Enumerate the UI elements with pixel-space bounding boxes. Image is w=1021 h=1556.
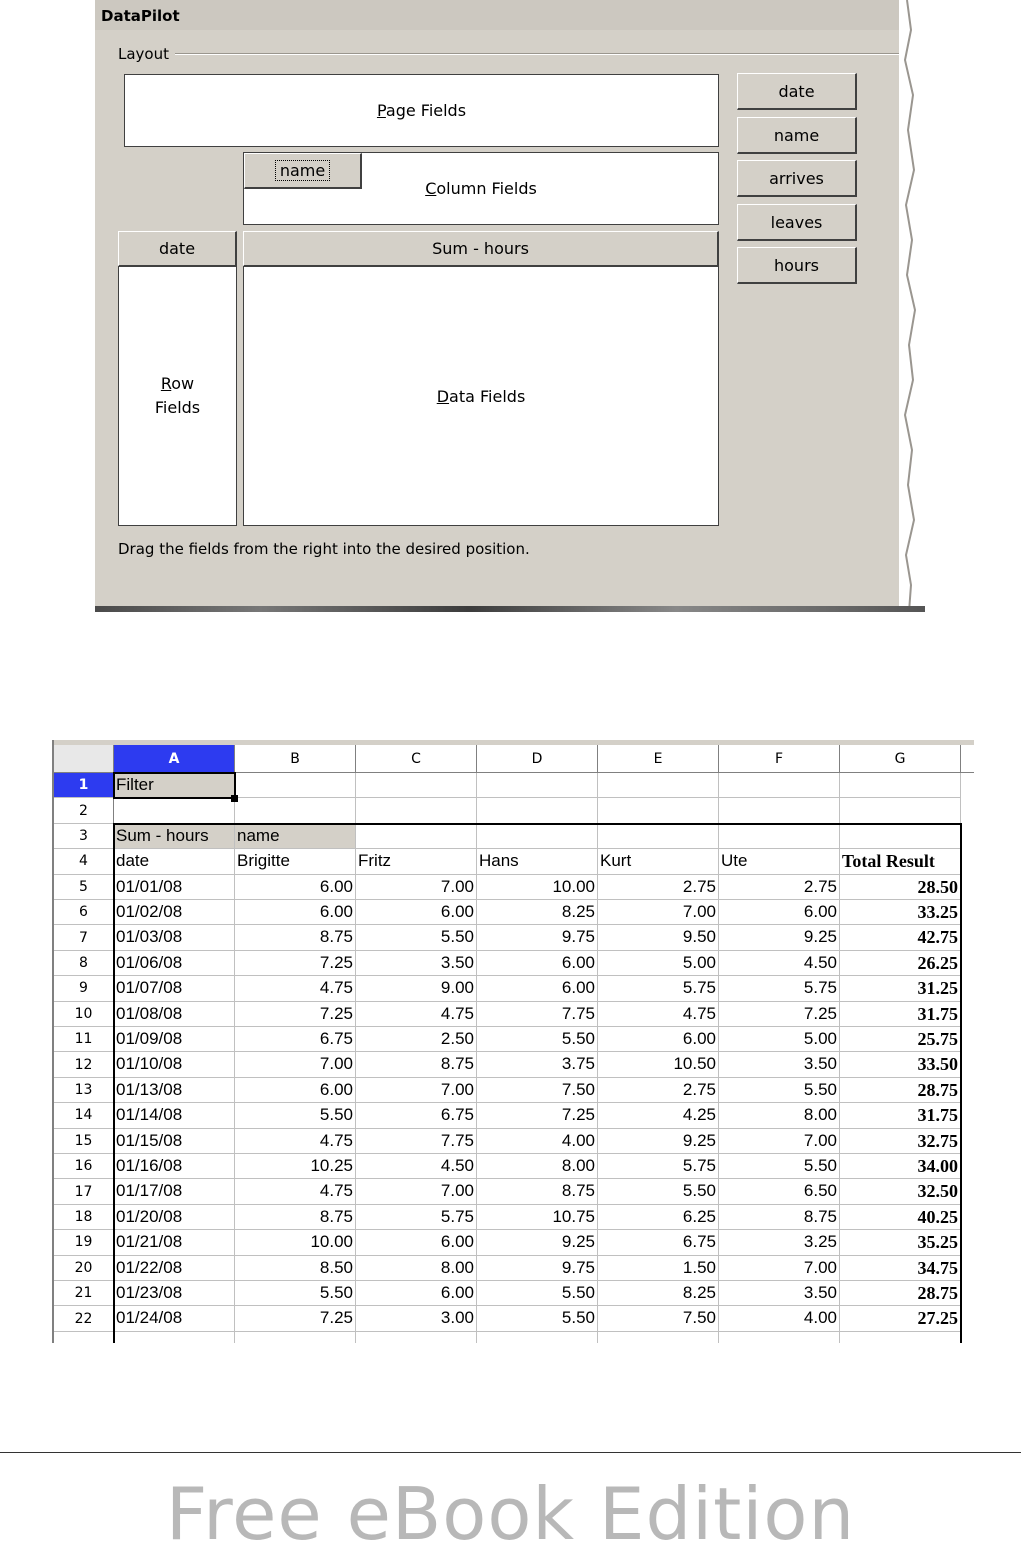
hours-cell[interactable]: 5.50 (356, 925, 477, 950)
row-field-date-button[interactable] (118, 231, 237, 267)
hours-cell[interactable]: 10.00 (235, 1230, 356, 1255)
hours-cell[interactable]: 9.75 (477, 1256, 598, 1281)
cell[interactable] (477, 1332, 598, 1343)
column-field-cell[interactable]: name (235, 824, 356, 849)
dialog-title: DataPilot (101, 7, 180, 25)
field-button-arrives[interactable] (737, 160, 857, 197)
cell[interactable] (235, 1332, 356, 1343)
row-header[interactable]: 13 (54, 1078, 114, 1103)
hours-cell[interactable]: 6.00 (235, 1078, 356, 1103)
column-field-name-button[interactable] (244, 153, 362, 189)
row-header[interactable]: 10 (54, 1002, 114, 1027)
date-cell[interactable]: 01/13/08 (114, 1078, 235, 1103)
total-cell[interactable]: 26.25 (840, 951, 961, 976)
cell[interactable] (114, 1332, 235, 1343)
hours-cell[interactable]: 6.50 (719, 1179, 840, 1204)
hours-cell[interactable]: 4.00 (719, 1306, 840, 1331)
cell[interactable] (840, 824, 961, 849)
total-cell[interactable]: 34.00 (840, 1154, 961, 1179)
page-fields-label: Page Fields (376, 101, 467, 120)
hours-cell[interactable]: 5.75 (598, 976, 719, 1001)
name-header-cell[interactable]: Brigitte (235, 849, 356, 874)
total-cell[interactable]: 32.50 (840, 1179, 961, 1204)
hours-cell[interactable]: 6.00 (598, 1027, 719, 1052)
total-cell[interactable]: 31.25 (840, 976, 961, 1001)
data-field-cell[interactable]: Sum - hours (114, 824, 235, 849)
field-button-hours-label: hours (774, 255, 819, 275)
hours-cell[interactable]: 3.50 (719, 1052, 840, 1077)
column-header-b[interactable]: B (235, 745, 356, 773)
layout-label: Layout (118, 45, 175, 63)
hours-cell[interactable]: 4.75 (235, 1129, 356, 1154)
date-cell[interactable]: 01/23/08 (114, 1281, 235, 1306)
field-button-date[interactable] (737, 73, 857, 110)
filter-cell[interactable]: Filter (114, 773, 235, 798)
hours-cell[interactable]: 7.00 (356, 1078, 477, 1103)
data-field-sum-hours-button[interactable] (243, 231, 719, 267)
cell[interactable] (719, 1332, 840, 1343)
cell[interactable] (598, 824, 719, 849)
cell[interactable] (356, 773, 477, 798)
hours-cell[interactable]: 2.75 (598, 1078, 719, 1103)
hours-cell[interactable]: 6.75 (598, 1230, 719, 1255)
row-header[interactable]: 4 (54, 849, 114, 874)
row-header[interactable]: 6 (54, 900, 114, 925)
hours-cell[interactable]: 5.50 (477, 1306, 598, 1331)
date-cell[interactable]: 01/24/08 (114, 1306, 235, 1331)
hours-cell[interactable]: 6.00 (356, 900, 477, 925)
cell[interactable] (598, 773, 719, 798)
hours-cell[interactable]: 4.75 (235, 1179, 356, 1204)
cell[interactable] (840, 773, 961, 798)
field-button-name[interactable] (737, 117, 857, 154)
row-header[interactable]: 18 (54, 1205, 114, 1230)
hours-cell[interactable]: 7.25 (477, 1103, 598, 1128)
row-header[interactable]: 21 (54, 1281, 114, 1306)
data-fields-label: Data Fields (436, 386, 526, 406)
hours-cell[interactable]: 5.75 (719, 976, 840, 1001)
date-cell[interactable]: 01/16/08 (114, 1154, 235, 1179)
hours-cell[interactable]: 10.00 (477, 875, 598, 900)
column-header-g[interactable]: G (840, 745, 961, 773)
total-cell[interactable]: 33.25 (840, 900, 961, 925)
hours-cell[interactable]: 5.00 (719, 1027, 840, 1052)
row-header[interactable]: 16 (54, 1154, 114, 1179)
total-cell[interactable]: 34.75 (840, 1256, 961, 1281)
hours-cell[interactable]: 2.50 (356, 1027, 477, 1052)
layout-separator (118, 53, 918, 55)
name-header-cell[interactable]: Kurt (598, 849, 719, 874)
cell[interactable] (840, 798, 961, 823)
total-cell[interactable]: 28.50 (840, 875, 961, 900)
row-header[interactable]: 22 (54, 1306, 114, 1331)
field-button-leaves-label: leaves (770, 212, 823, 232)
row-header[interactable]: 8 (54, 951, 114, 976)
total-cell[interactable]: 32.75 (840, 1129, 961, 1154)
column-field-name-label: name (279, 161, 326, 180)
hours-cell[interactable]: 8.75 (719, 1205, 840, 1230)
hours-cell[interactable]: 5.50 (235, 1281, 356, 1306)
dialog-titlebar (95, 0, 925, 30)
date-cell[interactable]: 01/15/08 (114, 1129, 235, 1154)
row-header[interactable]: 20 (54, 1256, 114, 1281)
hours-cell[interactable]: 5.50 (719, 1154, 840, 1179)
hours-cell[interactable]: 9.00 (356, 976, 477, 1001)
row-fields-zone[interactable] (118, 266, 237, 526)
cell[interactable] (235, 773, 356, 798)
hours-cell[interactable]: 8.25 (598, 1281, 719, 1306)
total-cell[interactable]: 31.75 (840, 1002, 961, 1027)
date-cell[interactable]: 01/22/08 (114, 1256, 235, 1281)
hours-cell[interactable]: 2.75 (719, 875, 840, 900)
date-cell[interactable]: 01/02/08 (114, 900, 235, 925)
hours-cell[interactable]: 6.00 (477, 951, 598, 976)
column-header-c[interactable]: C (356, 745, 477, 773)
row-field-date-label: date (158, 239, 196, 258)
row-header[interactable]: 3 (54, 824, 114, 849)
hours-cell[interactable]: 3.25 (719, 1230, 840, 1255)
date-cell[interactable]: 01/10/08 (114, 1052, 235, 1077)
hours-cell[interactable]: 3.50 (356, 951, 477, 976)
row-header[interactable]: 1 (54, 773, 114, 798)
hours-cell[interactable]: 7.00 (719, 1256, 840, 1281)
footer-edition-text: Free eBook Edition (165, 1472, 856, 1556)
row-header[interactable]: 14 (54, 1103, 114, 1128)
hours-cell[interactable]: 5.50 (235, 1103, 356, 1128)
cell[interactable] (477, 773, 598, 798)
hours-cell[interactable]: 4.75 (598, 1002, 719, 1027)
column-header-e[interactable]: E (598, 745, 719, 773)
hours-cell[interactable]: 9.75 (477, 925, 598, 950)
page-fields-zone[interactable] (124, 74, 719, 147)
field-button-hours[interactable] (737, 247, 857, 284)
field-button-name-label: name (773, 125, 820, 145)
hours-cell[interactable]: 7.75 (477, 1002, 598, 1027)
select-all-corner[interactable] (54, 745, 114, 773)
hours-cell[interactable]: 9.25 (477, 1230, 598, 1255)
total-cell[interactable]: 33.50 (840, 1052, 961, 1077)
hours-cell[interactable]: 6.00 (235, 900, 356, 925)
hours-cell[interactable]: 4.25 (598, 1103, 719, 1128)
column-header-h[interactable] (961, 745, 974, 773)
hours-cell[interactable]: 7.00 (356, 1179, 477, 1204)
date-cell[interactable]: 01/06/08 (114, 951, 235, 976)
hours-cell[interactable]: 6.00 (719, 900, 840, 925)
hours-cell[interactable]: 7.00 (598, 900, 719, 925)
hours-cell[interactable]: 5.50 (598, 1179, 719, 1204)
cell[interactable] (356, 824, 477, 849)
hours-cell[interactable]: 1.50 (598, 1256, 719, 1281)
hours-cell[interactable]: 7.00 (719, 1129, 840, 1154)
hours-cell[interactable]: 5.50 (477, 1027, 598, 1052)
hours-cell[interactable]: 6.75 (356, 1103, 477, 1128)
column-fields-label: Column Fields (425, 179, 537, 198)
cell[interactable] (477, 798, 598, 823)
cell[interactable] (840, 1332, 961, 1343)
cell[interactable] (114, 798, 235, 823)
footer-rule (0, 1452, 1021, 1453)
hours-cell[interactable]: 9.25 (598, 1129, 719, 1154)
cell[interactable] (719, 798, 840, 823)
date-cell[interactable]: 01/21/08 (114, 1230, 235, 1255)
hours-cell[interactable]: 10.25 (235, 1154, 356, 1179)
row-header[interactable]: 12 (54, 1052, 114, 1077)
total-cell[interactable]: 25.75 (840, 1027, 961, 1052)
cell[interactable] (235, 798, 356, 823)
hours-cell[interactable]: 6.00 (235, 875, 356, 900)
hours-cell[interactable]: 5.50 (719, 1078, 840, 1103)
hours-cell[interactable]: 6.75 (235, 1027, 356, 1052)
cell[interactable] (719, 824, 840, 849)
total-cell[interactable]: 42.75 (840, 925, 961, 950)
row-header[interactable]: 19 (54, 1230, 114, 1255)
cell[interactable] (598, 798, 719, 823)
hours-cell[interactable]: 3.75 (477, 1052, 598, 1077)
row-fields-label-line2: Fields (154, 398, 201, 417)
column-header-d[interactable]: D (477, 745, 598, 773)
focus-outline (275, 160, 330, 181)
hours-cell[interactable]: 7.25 (235, 1306, 356, 1331)
hours-cell[interactable]: 8.50 (235, 1256, 356, 1281)
total-cell[interactable]: 27.25 (840, 1306, 961, 1331)
drag-hint: Drag the fields from the right into the desired position. (118, 540, 530, 558)
row-header[interactable] (54, 1332, 114, 1343)
date-cell[interactable]: 01/20/08 (114, 1205, 235, 1230)
hours-cell[interactable]: 8.75 (356, 1052, 477, 1077)
hours-cell[interactable]: 3.50 (719, 1281, 840, 1306)
hours-cell[interactable]: 4.00 (477, 1129, 598, 1154)
date-cell[interactable]: 01/14/08 (114, 1103, 235, 1128)
hours-cell[interactable]: 8.75 (477, 1179, 598, 1204)
column-header-a[interactable]: A (114, 745, 235, 773)
row-header[interactable]: 15 (54, 1129, 114, 1154)
date-cell[interactable]: 01/09/08 (114, 1027, 235, 1052)
hours-cell[interactable]: 7.00 (235, 1052, 356, 1077)
total-cell[interactable]: 28.75 (840, 1078, 961, 1103)
name-header-cell[interactable]: Hans (477, 849, 598, 874)
cell[interactable] (719, 773, 840, 798)
hours-cell[interactable]: 8.00 (719, 1103, 840, 1128)
hours-cell[interactable]: 8.00 (356, 1256, 477, 1281)
column-header-f[interactable]: F (719, 745, 840, 773)
hours-cell[interactable]: 9.25 (719, 925, 840, 950)
hours-cell[interactable]: 7.25 (235, 951, 356, 976)
row-header[interactable]: 7 (54, 925, 114, 950)
hours-cell[interactable]: 7.50 (477, 1078, 598, 1103)
row-field-cell[interactable]: date (114, 849, 235, 874)
hours-cell[interactable]: 4.75 (356, 1002, 477, 1027)
row-fields-label-line1: Row (160, 374, 195, 393)
data-fields-zone[interactable] (243, 266, 719, 526)
total-result-header[interactable]: Total Result (840, 849, 961, 874)
datapilot-dialog (95, 0, 925, 612)
hours-cell[interactable]: 6.00 (356, 1281, 477, 1306)
hours-cell[interactable]: 10.75 (477, 1205, 598, 1230)
row-header[interactable]: 17 (54, 1179, 114, 1204)
hours-cell[interactable]: 7.00 (356, 875, 477, 900)
hours-cell[interactable]: 7.75 (356, 1129, 477, 1154)
date-cell[interactable]: 01/07/08 (114, 976, 235, 1001)
name-header-cell[interactable]: Fritz (356, 849, 477, 874)
hours-cell[interactable]: 8.75 (235, 1205, 356, 1230)
hours-cell[interactable]: 3.00 (356, 1306, 477, 1331)
cell[interactable] (598, 1332, 719, 1343)
row-header[interactable]: 9 (54, 976, 114, 1001)
hours-cell[interactable]: 2.75 (598, 875, 719, 900)
cell[interactable] (356, 1332, 477, 1343)
field-button-arrives-label: arrives (769, 168, 824, 188)
hours-cell[interactable]: 5.75 (356, 1205, 477, 1230)
hours-cell[interactable]: 5.00 (598, 951, 719, 976)
hours-cell[interactable]: 8.75 (235, 925, 356, 950)
field-button-date-label: date (778, 81, 815, 101)
date-cell[interactable]: 01/03/08 (114, 925, 235, 950)
total-cell[interactable]: 28.75 (840, 1281, 961, 1306)
date-cell[interactable]: 01/08/08 (114, 1002, 235, 1027)
dialog-bottom-edge (95, 606, 925, 612)
date-cell[interactable]: 01/17/08 (114, 1179, 235, 1204)
fill-handle[interactable] (231, 795, 238, 802)
hours-cell[interactable]: 5.50 (477, 1281, 598, 1306)
hours-cell[interactable]: 7.25 (719, 1002, 840, 1027)
hours-cell[interactable]: 6.25 (598, 1205, 719, 1230)
cell[interactable] (477, 824, 598, 849)
hours-cell[interactable]: 8.25 (477, 900, 598, 925)
hours-cell[interactable]: 4.50 (719, 951, 840, 976)
hours-cell[interactable]: 7.25 (235, 1002, 356, 1027)
field-button-leaves[interactable] (737, 204, 857, 241)
row-header[interactable]: 11 (54, 1027, 114, 1052)
row-header[interactable]: 2 (54, 798, 114, 823)
row-header[interactable]: 5 (54, 875, 114, 900)
cell[interactable] (356, 798, 477, 823)
total-cell[interactable]: 35.25 (840, 1230, 961, 1255)
total-cell[interactable]: 31.75 (840, 1103, 961, 1128)
hours-cell[interactable]: 5.75 (598, 1154, 719, 1179)
hours-cell[interactable]: 4.50 (356, 1154, 477, 1179)
hours-cell[interactable]: 7.50 (598, 1306, 719, 1331)
hours-cell[interactable]: 4.75 (235, 976, 356, 1001)
spreadsheet (52, 740, 974, 1343)
hours-cell[interactable]: 6.00 (477, 976, 598, 1001)
torn-edge-decoration (899, 0, 925, 612)
data-field-sum-hours-label: Sum - hours (432, 239, 529, 258)
date-cell[interactable]: 01/01/08 (114, 875, 235, 900)
hours-cell[interactable]: 8.00 (477, 1154, 598, 1179)
hours-cell[interactable]: 9.50 (598, 925, 719, 950)
hours-cell[interactable]: 10.50 (598, 1052, 719, 1077)
hours-cell[interactable]: 6.00 (356, 1230, 477, 1255)
name-header-cell[interactable]: Ute (719, 849, 840, 874)
total-cell[interactable]: 40.25 (840, 1205, 961, 1230)
